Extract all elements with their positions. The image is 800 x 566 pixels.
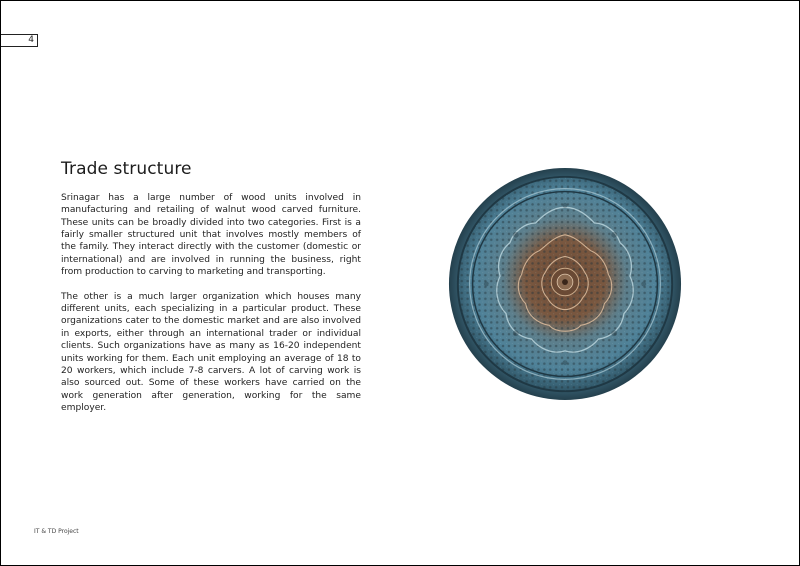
- carved-plate-image: [447, 166, 683, 402]
- center-medallion: [551, 268, 579, 296]
- paragraph: The other is a much larger organization which houses many different units, each specializing in a particular product. These organizations cater to the domestic market and are also involved in exports, either through an international trader or individual clients. Such organizations have as many as 16-20 independent units working for them. Each unit employing an average of 18 to 20 workers, which include 7-8 carvers. A lot of carving work is also sourced out. Some of these workers have carried on the work generation after generation, working for the same employer.: [61, 291, 361, 413]
- page-number-tab: [0, 34, 38, 47]
- paragraph: Srinagar has a large number of wood units involved in manufacturing and retailing of walnut wood carved furniture. These units can be broadly divided into two categories. First is a fairly smaller structured unit that involves mostly members of the family. They interact directly with the customer (domestic or international) and are involved in running the business, right from production to carving to marketing and transporting.: [61, 193, 361, 278]
- page-number: 4: [28, 35, 34, 45]
- section-title: Trade structure: [61, 159, 192, 179]
- article-body: [61, 192, 361, 427]
- footer-project-label: IT & TD Project: [34, 528, 79, 535]
